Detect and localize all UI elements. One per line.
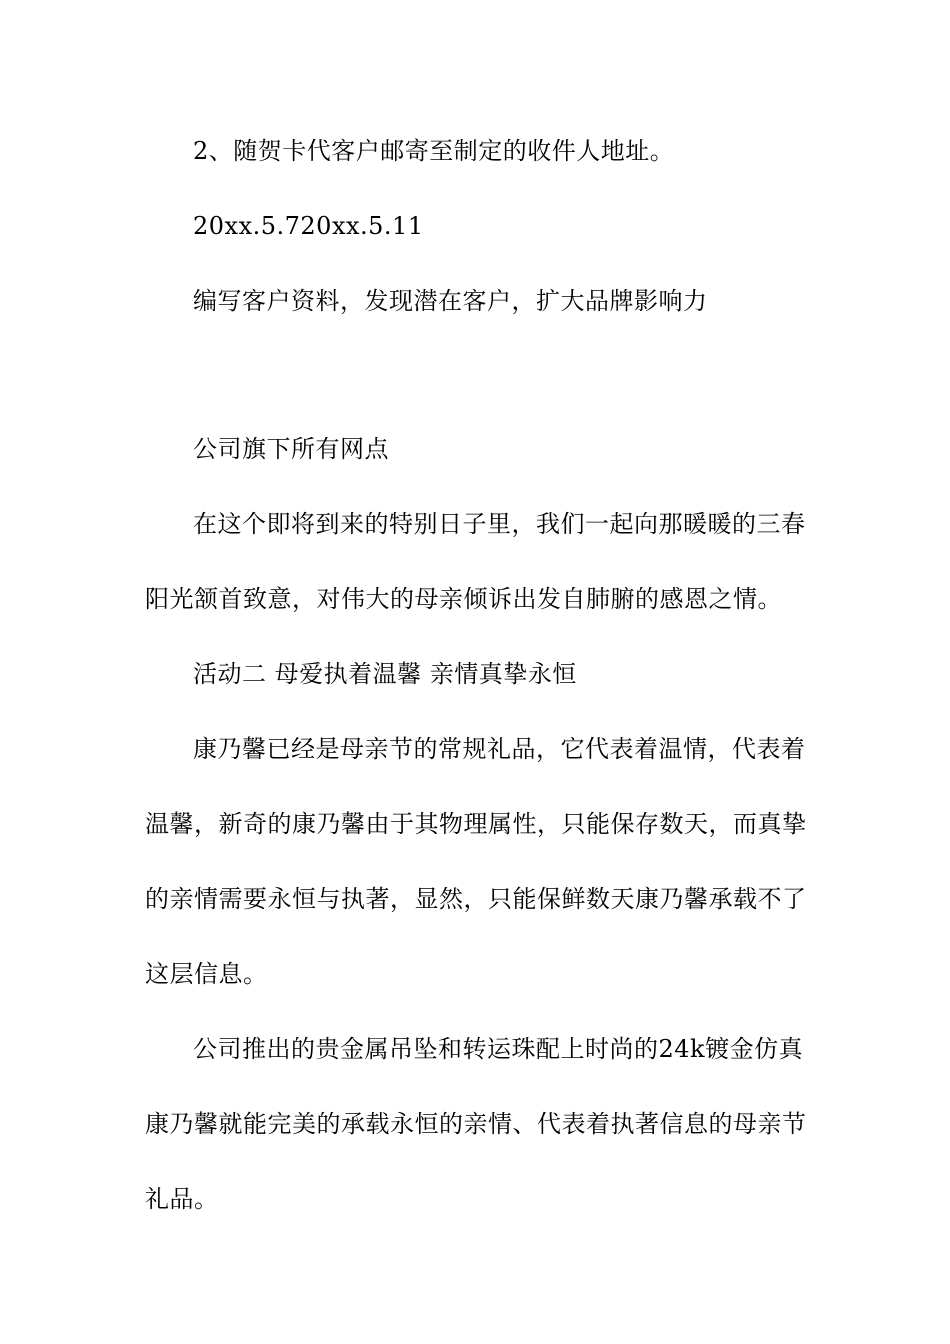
text-line: 公司推出的贵金属吊坠和转运珠配上时尚的24k镀金仿真 — [193, 1035, 804, 1063]
text-line: 温馨，新奇的康乃馨由于其物理属性，只能保存数天，而真挚 — [145, 810, 807, 838]
text-line: 编写客户资料，发现潜在客户，扩大品牌影响力 — [193, 287, 708, 315]
text-line: 礼品。 — [145, 1185, 219, 1213]
text-line: 阳光颔首致意，对伟大的母亲倾诉出发自肺腑的感恩之情。 — [145, 585, 782, 613]
section-heading: 活动二 母爱执着温馨 亲情真挚永恒 — [193, 660, 577, 688]
text-line: 公司旗下所有网点 — [193, 435, 389, 463]
text-line: 康乃馨就能完美的承载永恒的亲情、代表着执著信息的母亲节 — [145, 1110, 807, 1138]
text-line: 这层信息。 — [145, 960, 268, 988]
text-line: 康乃馨已经是母亲节的常规礼品，它代表着温情，代表着 — [193, 735, 806, 763]
text-line: 20xx.5.720xx.5.11 — [193, 212, 424, 240]
text-line: 的亲情需要永恒与执著，显然，只能保鲜数天康乃馨承载不了 — [145, 885, 807, 913]
text-line: 2、随贺卡代客户邮寄至制定的收件人地址。 — [193, 137, 675, 165]
text-line: 在这个即将到来的特别日子里，我们一起向那暖暖的三春 — [193, 510, 806, 538]
